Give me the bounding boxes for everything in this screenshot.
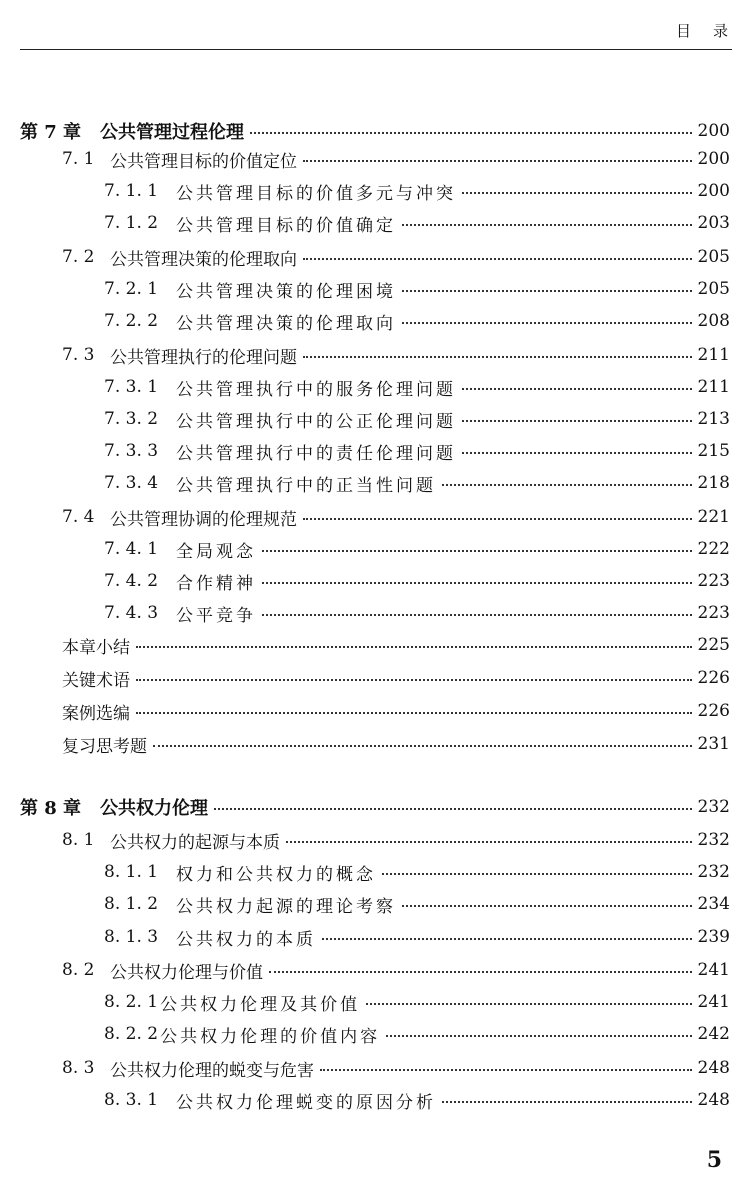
toc-entry-number: 8. 1 xyxy=(62,830,95,850)
dot-leader xyxy=(382,873,692,875)
toc-entry-page: 248 xyxy=(697,1090,730,1110)
toc-entry-title: 公共权力伦理的蜕变与危害 xyxy=(110,1060,314,1081)
dot-leader xyxy=(462,420,692,422)
dot-leader xyxy=(262,614,692,616)
toc-subsection-row[interactable] xyxy=(104,567,730,595)
toc-subsection-row[interactable] xyxy=(104,307,730,335)
toc-entry-title: 公平竞争 xyxy=(176,605,256,626)
toc-entry-title: 合作精神 xyxy=(176,573,256,594)
toc-section-row[interactable] xyxy=(62,631,730,659)
toc-entry-page: 218 xyxy=(697,473,730,493)
toc-entry-title: 公共权力伦理蜕变的原因分析 xyxy=(176,1092,436,1113)
toc-section-row[interactable] xyxy=(62,145,730,173)
dot-leader xyxy=(462,388,692,390)
dot-leader xyxy=(402,224,692,226)
toc-subsection-row[interactable] xyxy=(104,209,730,237)
toc-entry-page: 232 xyxy=(697,797,730,817)
dot-leader xyxy=(402,322,692,324)
toc-entry-title: 公共管理目标的价值确定 xyxy=(176,215,396,236)
toc-subsection-row[interactable] xyxy=(104,535,730,563)
toc-entry-page: 239 xyxy=(697,927,730,947)
toc-entry-number: 8. 1. 2 xyxy=(104,894,159,914)
toc-subsection-row[interactable] xyxy=(104,599,730,627)
toc-entry-title: 公共权力伦理与价值 xyxy=(110,962,263,983)
toc-entry-page: 208 xyxy=(697,311,730,331)
toc-entry-page: 226 xyxy=(697,701,730,721)
toc-entry-title: 公共管理执行中的服务伦理问题 xyxy=(176,379,456,400)
toc-entry-title: 公共权力伦理及其价值 xyxy=(160,994,361,1015)
toc-entry-page: 200 xyxy=(697,149,730,169)
dot-leader xyxy=(269,971,692,973)
dot-leader xyxy=(303,518,692,520)
toc-entry-title: 关键术语 xyxy=(62,670,130,691)
toc-subsection-row[interactable] xyxy=(104,437,730,465)
toc-subsection-row[interactable] xyxy=(104,1020,730,1048)
toc-entry-page: 222 xyxy=(697,539,730,559)
toc-entry-title: 公共管理执行中的责任伦理问题 xyxy=(176,443,456,464)
toc-entry-page: 221 xyxy=(697,507,730,527)
toc-subsection-row[interactable] xyxy=(104,469,730,497)
toc-subsection-row[interactable] xyxy=(104,890,730,918)
dot-leader xyxy=(286,841,692,843)
toc-entry-title: 复习思考题 xyxy=(62,736,147,757)
toc-entry-number: 8. 1. 1 xyxy=(104,862,159,882)
toc-entry-page: 211 xyxy=(697,345,730,365)
toc-entry-page: 223 xyxy=(697,571,730,591)
toc-entry-number: 8. 2 xyxy=(62,960,95,980)
toc-entry-number: 7. 4. 1 xyxy=(104,539,159,559)
toc-entry-number: 8. 2. 2 xyxy=(104,1024,159,1044)
toc-entry-page: 241 xyxy=(697,992,730,1012)
toc-entry-page: 241 xyxy=(697,960,730,980)
toc-entry-page: 234 xyxy=(697,894,730,914)
dot-leader xyxy=(136,646,692,648)
dot-leader xyxy=(386,1035,691,1037)
toc-entry-number: 8. 2. 1 xyxy=(104,992,159,1012)
dot-leader xyxy=(153,745,692,747)
toc-entry-page: 205 xyxy=(697,279,730,299)
toc-entry-title: 公共管理决策的伦理取向 xyxy=(110,249,297,270)
toc-entry-title: 公共权力的本质 xyxy=(176,929,316,950)
toc-entry-number: 7. 1. 2 xyxy=(104,213,159,233)
toc-entry-number: 7. 3. 3 xyxy=(104,441,159,461)
toc-entry-title: 公共管理目标的价值定位 xyxy=(110,151,297,172)
toc-entry-title: 公共管理执行中的正当性问题 xyxy=(176,475,436,496)
dot-leader xyxy=(366,1003,691,1005)
page-number: 5 xyxy=(706,1147,722,1173)
toc-entry-title: 公共管理过程伦理 xyxy=(100,122,244,143)
toc-subsection-row[interactable] xyxy=(104,988,730,1016)
toc-entry-title: 公共管理目标的价值多元与冲突 xyxy=(176,183,456,204)
dot-leader xyxy=(442,484,692,486)
toc-entry-title: 公共管理协调的伦理规范 xyxy=(110,509,297,530)
toc-entry-number: 7. 1. 1 xyxy=(104,181,159,201)
toc-entry-title: 全局观念 xyxy=(176,541,256,562)
toc-entry-number: 7. 2. 1 xyxy=(104,279,159,299)
toc-entry-page: 213 xyxy=(697,409,730,429)
dot-leader xyxy=(262,582,692,584)
toc-entry-number: 第 7 章 xyxy=(20,122,82,143)
dot-leader xyxy=(262,550,692,552)
toc-entry-title: 公共权力的起源与本质 xyxy=(110,832,280,853)
toc-entry-title: 本章小结 xyxy=(62,637,130,658)
dot-leader xyxy=(322,938,692,940)
toc-entry-number: 7. 3. 2 xyxy=(104,409,159,429)
toc-entry-number: 8. 3. 1 xyxy=(104,1090,159,1110)
toc-subsection-row[interactable] xyxy=(104,923,730,951)
toc-entry-number: 7. 3 xyxy=(62,345,95,365)
toc-entry-page: 203 xyxy=(697,213,730,233)
toc-entry-page: 200 xyxy=(697,181,730,201)
toc-subsection-row[interactable] xyxy=(104,405,730,433)
dot-leader xyxy=(250,132,692,134)
dot-leader xyxy=(462,452,692,454)
toc-entry-title: 公共管理决策的伦理困境 xyxy=(176,281,396,302)
dot-leader xyxy=(402,290,692,292)
dot-leader xyxy=(462,192,692,194)
toc-entry-page: 211 xyxy=(697,377,730,397)
toc-section-row[interactable] xyxy=(62,697,730,725)
header-title: 目录 xyxy=(675,22,750,40)
toc-entry-number: 7. 2 xyxy=(62,247,95,267)
toc-section-row[interactable] xyxy=(62,503,730,531)
dot-leader xyxy=(402,905,692,907)
dot-leader xyxy=(303,258,692,260)
toc-entry-page: 225 xyxy=(697,635,730,655)
dot-leader xyxy=(136,712,692,714)
toc-section-row[interactable] xyxy=(62,956,730,984)
toc-entry-title: 公共管理执行的伦理问题 xyxy=(110,347,297,368)
toc-entry-page: 200 xyxy=(697,121,730,141)
dot-leader xyxy=(320,1069,692,1071)
dot-leader xyxy=(214,808,692,810)
toc-entry-number: 7. 1 xyxy=(62,149,95,169)
toc-chapter-row[interactable] xyxy=(20,117,730,145)
toc-section-row[interactable] xyxy=(62,243,730,271)
toc-subsection-row[interactable] xyxy=(104,275,730,303)
toc-entry-number: 第 8 章 xyxy=(20,798,82,819)
toc-entry-page: 205 xyxy=(697,247,730,267)
toc-entry-number: 7. 2. 2 xyxy=(104,311,159,331)
toc-subsection-row[interactable] xyxy=(104,373,730,401)
toc-entry-title: 公共权力伦理的价值内容 xyxy=(160,1026,381,1047)
toc-section-row[interactable] xyxy=(62,730,730,758)
toc-section-row[interactable] xyxy=(62,341,730,369)
toc-entry-title: 公共权力伦理 xyxy=(100,798,208,819)
toc-entry-title: 公共管理执行中的公正伦理问题 xyxy=(176,411,456,432)
toc-entry-title: 公共管理决策的伦理取向 xyxy=(176,313,396,334)
dot-leader xyxy=(442,1101,692,1103)
toc-entry-page: 215 xyxy=(697,441,730,461)
toc-entry-page: 232 xyxy=(697,830,730,850)
toc-entry-page: 226 xyxy=(697,668,730,688)
toc-entry-number: 7. 3. 1 xyxy=(104,377,159,397)
toc-entry-page: 232 xyxy=(697,862,730,882)
toc-entry-title: 案例选编 xyxy=(62,703,130,724)
toc-entry-number: 7. 4. 3 xyxy=(104,603,159,623)
dot-leader xyxy=(303,160,692,162)
dot-leader xyxy=(136,679,692,681)
toc-entry-number: 7. 3. 4 xyxy=(104,473,159,493)
toc-entry-page: 242 xyxy=(697,1024,730,1044)
toc-entry-number: 8. 1. 3 xyxy=(104,927,159,947)
toc-entry-page: 223 xyxy=(697,603,730,623)
toc-entry-number: 8. 3 xyxy=(62,1058,95,1078)
toc-section-row[interactable] xyxy=(62,826,730,854)
toc-subsection-row[interactable] xyxy=(104,177,730,205)
toc-entry-title: 权力和公共权力的概念 xyxy=(176,864,376,885)
toc-entry-title: 公共权力起源的理论考察 xyxy=(176,896,396,917)
toc-subsection-row[interactable] xyxy=(104,858,730,886)
toc-entry-page: 231 xyxy=(697,734,730,754)
toc-section-row[interactable] xyxy=(62,664,730,692)
toc-chapter-row[interactable] xyxy=(20,793,730,821)
toc-entry-number: 7. 4 xyxy=(62,507,95,527)
toc-entry-page: 248 xyxy=(697,1058,730,1078)
toc-section-row[interactable] xyxy=(62,1054,730,1082)
toc-entry-number: 7. 4. 2 xyxy=(104,571,159,591)
dot-leader xyxy=(303,356,692,358)
toc-subsection-row[interactable] xyxy=(104,1086,730,1114)
